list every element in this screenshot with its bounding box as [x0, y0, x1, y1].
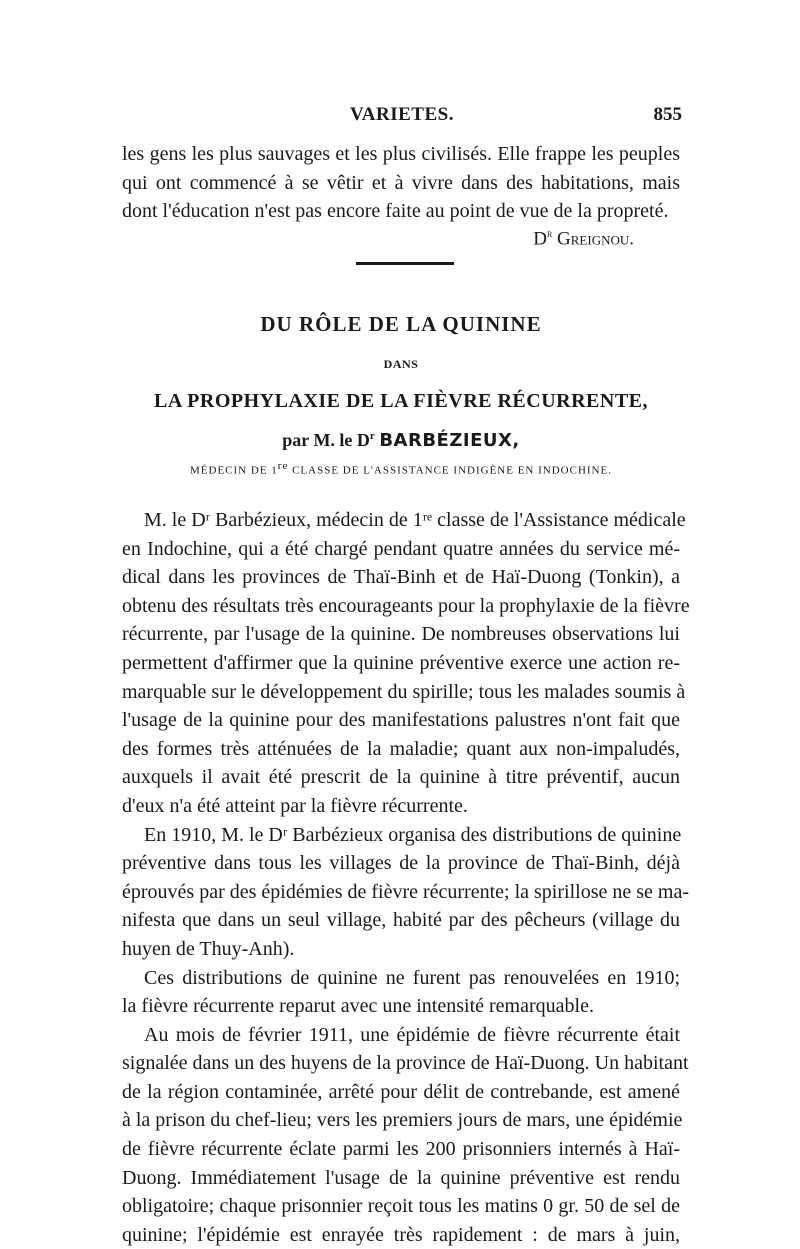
body-line: obligatoire; chaque prisonnier reçoit tous les matins 0 gr. 50 de sel de — [122, 1195, 680, 1218]
body-line: de la région contaminée, arrêté pour délit de contrebande, est amené — [122, 1080, 680, 1103]
body-line: d'eux n'a été atteint par la fièvre récurrente. — [122, 794, 468, 817]
text-line: dont l'éducation n'est pas encore faite au point de vue de la propreté. — [122, 200, 669, 223]
body-line: l'usage de la quinine pour des manifestations palustres n'ont fait que — [122, 709, 680, 732]
signature-prefix: D — [533, 228, 547, 250]
byline — [122, 430, 680, 451]
body-line: Ces distributions de quinine ne furent pas renouvelées en 1910; — [144, 966, 680, 989]
signature — [533, 226, 634, 250]
body-line: des formes très atténuées de la maladie; quant aux non-impaludés, — [122, 737, 680, 760]
article-title: DU RÔLE DE LA QUININE — [260, 312, 542, 336]
body-line: nifesta que dans un seul village, habité par des pêcheurs (village du — [122, 909, 680, 932]
body-line: à la prison du chef-lieu; vers les premiers jours de mars, une épidémie — [122, 1109, 683, 1132]
running-title: VARIETES. — [350, 104, 454, 125]
body-line: dical dans les provinces de Thaï-Binh et de Haï-Duong (Tonkin), a — [122, 566, 680, 589]
body-line: en Indochine, qui a été chargé pendant quatre années du service mé- — [122, 537, 680, 560]
body-line: la fièvre récurrente reparut avec une intensité remarquable. — [122, 995, 594, 1018]
body-line: signalée dans un des huyens de la province de Haï-Duong. Un habitant — [122, 1052, 689, 1075]
signature-name: Greignou. — [557, 228, 634, 250]
byline-prefix: par M. le D — [282, 430, 370, 450]
body-line: permettent d'affirmer que la quinine préventive exerce une action re- — [122, 651, 680, 674]
body-line: obtenu des résultats très encourageants pour la prophylaxie de la fièvre — [122, 594, 690, 617]
affiliation-sup: re — [277, 460, 289, 472]
body-line: préventive dans tous les villages de la province de Thaï-Binh, déjà — [122, 852, 680, 875]
body-line: auxquels il avait été prescrit de la quinine à titre préventif, aucun — [122, 766, 680, 789]
body-line: marquable sur le développement du spirille; tous les malades soumis à — [122, 680, 686, 703]
article-title-dans: DANS — [383, 357, 419, 371]
text-line: les gens les plus sauvages et les plus civilisés. Elle frappe les peuples — [122, 143, 680, 165]
page-number: 855 — [653, 104, 682, 125]
body-line: En 1910, M. le Dʳ Barbézieux organisa des distributions de quinine — [144, 823, 682, 846]
section-divider — [356, 262, 454, 265]
signature-sup: r — [546, 226, 553, 240]
body-line: quinine; l'épidémie est enrayée très rapidement : de mars à juin, — [122, 1223, 680, 1246]
running-head — [122, 104, 682, 134]
byline-sup: r — [369, 430, 375, 442]
author-name: BARBÉZIEUX, — [379, 430, 520, 451]
body-line: M. le Dʳ Barbézieux, médecin de 1ʳᵉ classe de l'Assistance médicale — [144, 509, 686, 531]
article-subtitle: LA PROPHYLAXIE DE LA FIÈVRE RÉCURRENTE, — [153, 390, 648, 412]
body-line: Au mois de février 1911, une épidémie de fièvre récurrente était — [144, 1023, 680, 1046]
body-line: de fièvre récurrente éclate parmi les 200 prisonniers internés à Haï- — [122, 1138, 680, 1161]
body-line: éprouvés par des épidémies de fièvre récurrente; la spirillose ne se ma- — [122, 880, 689, 903]
author-affiliation — [122, 460, 680, 477]
previous-article-text — [122, 140, 680, 226]
body-line: Duong. Immédiatement l'usage de la quinine préventive est rendu — [122, 1166, 680, 1189]
article-body — [122, 506, 690, 1249]
affiliation-suffix: CLASSE DE L'ASSISTANCE INDIGÈNE EN INDOCHINE. — [288, 464, 612, 477]
body-line: huyen de Thuy-Anh). — [122, 937, 295, 960]
body-line: récurrente, par l'usage de la quinine. De nombreuses observations lui — [122, 623, 680, 646]
affiliation-prefix: MÉDECIN DE 1 — [190, 464, 278, 477]
text-line: qui ont commencé à se vêtir et à vivre dans des habitations, mais — [122, 171, 680, 194]
